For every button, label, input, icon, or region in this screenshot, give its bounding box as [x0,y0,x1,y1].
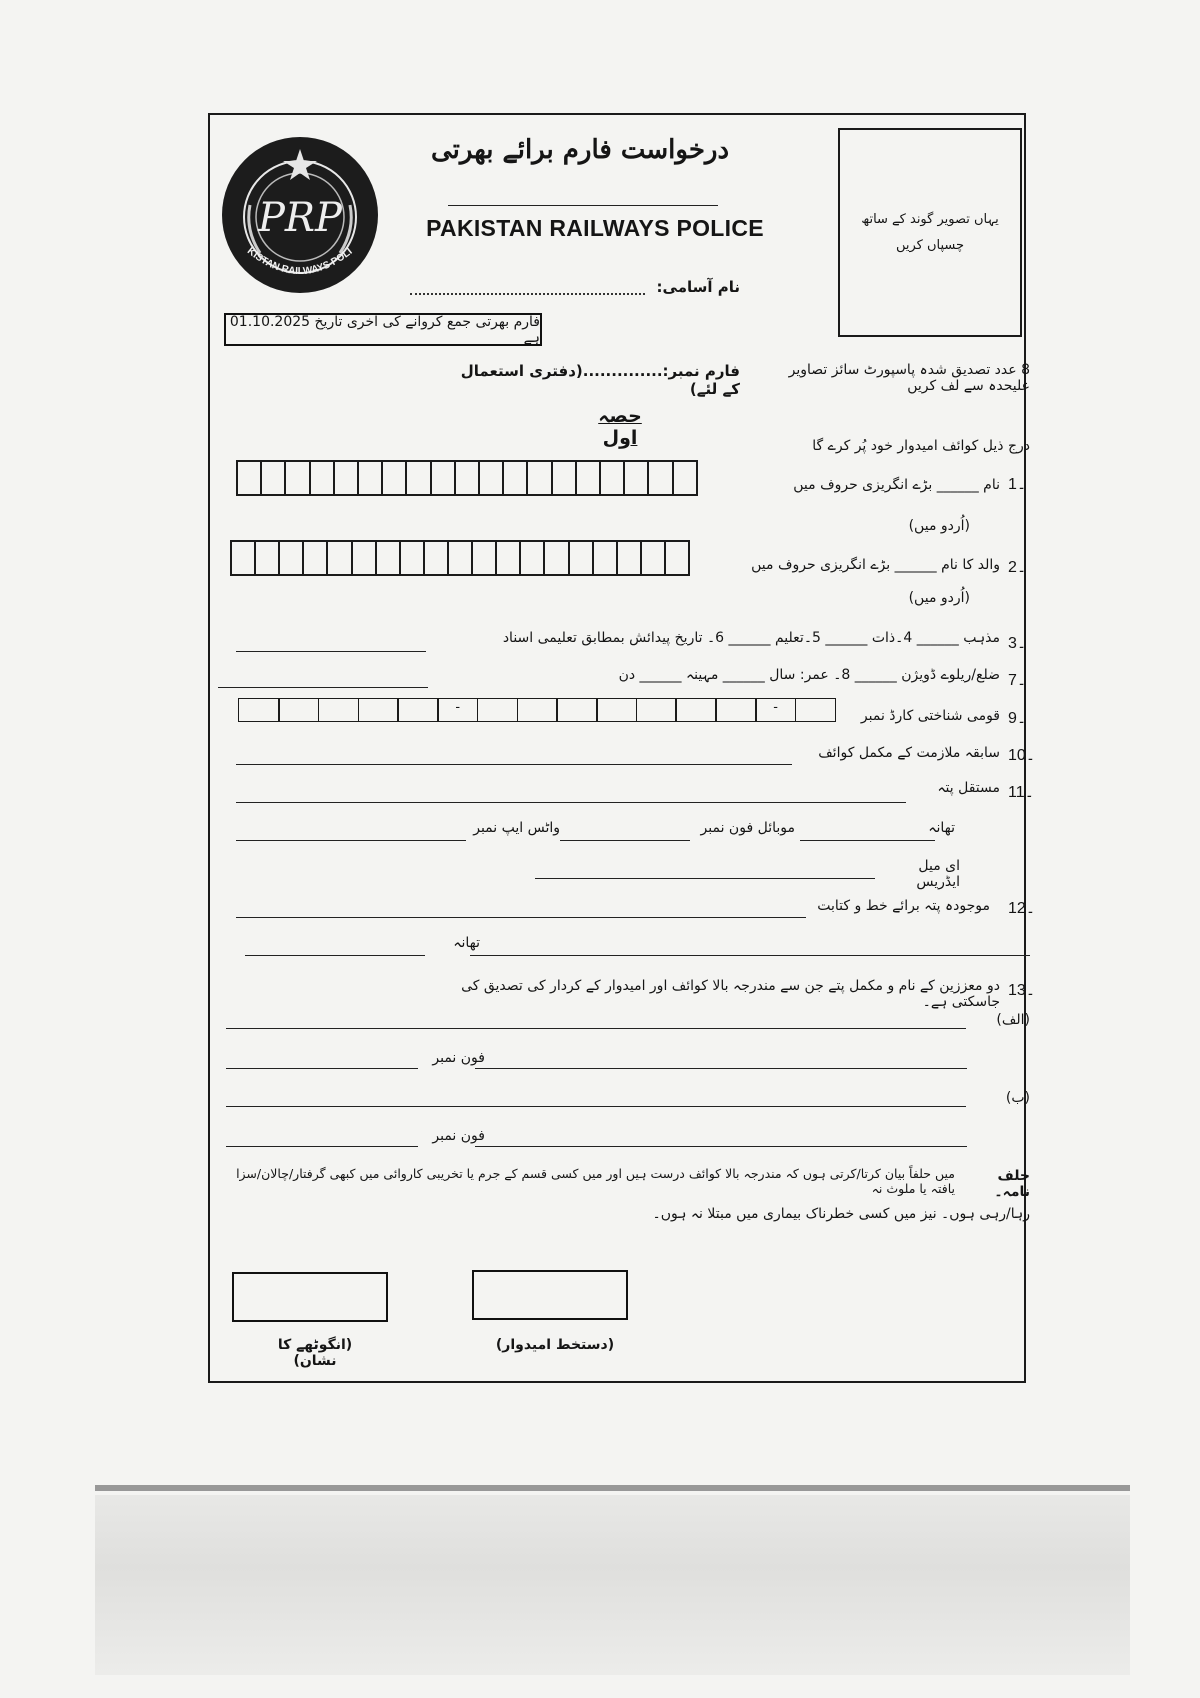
section-title: حصہ اول [598,405,642,449]
reference-b-phone: فون نمبر [432,1128,485,1144]
reference-a-phone: فون نمبر [432,1050,485,1066]
deadline-text: فارم بھرتی جمع کروانے کی آخری تاریخ 01.10.2025 ہے [229,313,540,346]
candidate-signature-box[interactable] [472,1270,628,1320]
field-2-urdu: (اُردو میں) [908,590,970,606]
thumb-impression-box[interactable] [232,1272,388,1322]
scan-edge [95,1485,1130,1491]
father-name-letter-boxes[interactable] [232,540,690,576]
reference-b-phone-line-2[interactable] [475,1146,967,1147]
field-7-label: ضلع/ریلوے ڈویژن ______ 8۔ عمر: سال ______ مہینہ ______ دن [618,667,1000,683]
title-rule [448,205,718,206]
thana-line[interactable] [800,840,935,841]
field-10-number: 10۔ [1008,747,1036,764]
dob-line[interactable] [236,651,426,652]
field-12-number: 12۔ [1008,900,1036,917]
age-days-line[interactable] [218,687,428,688]
logo-text: KISTAN RAILWAYS POLI [244,245,355,278]
scan-shadow [95,1495,1130,1675]
reference-b-label: (ب) [1005,1090,1030,1106]
field-11-number: 11۔ [1008,784,1034,801]
post-name-line[interactable] [410,293,645,295]
reference-a-phone-line-2[interactable] [475,1068,967,1069]
field-12-thana: تھانہ [453,935,480,951]
form-title-urdu: درخواست فارم برائے بھرتی [430,135,730,165]
logo-monogram: PRP [258,195,342,241]
field-13-label: دو معززین کے نام و مکمل پتے جن سے مندرجہ بالا کوائف اور امیدوار کے کردار کی تصدیق کی جاسکتی ہے۔ [461,978,1000,1010]
section-intro: درج ذیل کوائف امیدوار خود پُر کرے گا [812,438,1030,454]
thumb-impression-label: (انگوٹھے کا نشان) [277,1337,353,1369]
postal-thana-line[interactable] [245,955,425,956]
form-title-english: PAKISTAN RAILWAYS POLICE [426,215,764,241]
field-10-label: سابقہ ملازمت کے مکمل کوائف [818,745,1000,761]
prp-logo [220,135,380,295]
cnic-boxes[interactable] [240,698,836,722]
post-name-label: نام آسامی: [656,278,740,296]
whatsapp-line[interactable] [236,840,466,841]
field-11-mobile: موبائل فون نمبر [700,820,795,836]
field-3-label: مذہب ______ 4۔ذات ______ 5۔تعلیم ______ 6۔ تاریخ پیدائش بمطابق تعلیمی اسناد [502,630,1000,646]
cnic-separator: - [755,698,796,722]
postal-address-line[interactable] [236,917,806,918]
reference-a-line[interactable] [226,1028,966,1029]
reference-a-label: (الف) [996,1012,1030,1028]
mobile-line[interactable] [560,840,690,841]
photos-note: 8 عدد تصدیق شدہ پاسپورٹ سائز تصاویر علیحدہ سے لف کریں [788,362,1030,394]
photo-instruction-2: چسپاں کریں [895,237,965,253]
field-11-thana: تھانہ [928,820,955,836]
candidate-signature-label: (دستخط امیدوار) [495,1337,615,1353]
oath-label: حلف نامہ۔ [994,1168,1030,1200]
field-1-label: نام ______ بڑے انگریزی حروف میں [793,477,1000,493]
photo-box[interactable] [838,128,1022,337]
reference-b-line[interactable] [226,1106,966,1107]
field-3-number: 3۔ [1008,635,1027,652]
reference-b-phone-line-1[interactable] [226,1146,418,1147]
field-11-label: مستقل پتہ [937,780,1000,796]
postal-address-line-2[interactable] [470,955,1030,956]
form-number: فارم نمبر:..............(دفتری استعمال کے لئے) [460,362,740,398]
field-12-label: موجودہ پتہ برائے خط و کتابت [817,898,990,914]
field-2-number: 2۔ [1008,559,1027,576]
field-1-urdu: (اُردو میں) [908,518,970,534]
oath-line-1: میں حلفاً بیان کرتا/کرتی ہوں کہ مندرجہ بالا کوائف درست ہیں اور میں کسی قسم کے جرم یا تخریبی کاروائی میں کبھی گرفتار/چالان/سزا یافتہ یا ملوث نہ [236,1166,955,1196]
field-9-label: قومی شناختی کارڈ نمبر [860,708,1000,724]
permanent-address-line[interactable] [236,802,906,803]
reference-a-phone-line-1[interactable] [226,1068,418,1069]
name-letter-boxes[interactable] [238,460,698,496]
photo-instruction-1: یہاں تصویر گوند کے ساتھ [861,211,999,227]
field-10-line[interactable] [236,764,792,765]
email-line[interactable] [535,878,875,879]
cnic-separator: - [437,698,478,722]
field-11-email: ای میل ایڈریس [916,858,960,890]
deadline-box [224,313,542,346]
field-13-number: 13۔ [1008,982,1036,999]
field-1-number: 1۔ [1008,476,1027,493]
field-9-number: 9۔ [1008,710,1027,727]
field-7-number: 7۔ [1008,672,1027,689]
field-2-label: والد کا نام ______ بڑے انگریزی حروف میں [751,557,1000,573]
oath-line-2: رہا/رہی ہوں۔ نیز میں کسی خطرناک بیماری میں مبتلا نہ ہوں۔ [652,1206,1030,1222]
field-11-whatsapp: واٹس ایپ نمبر [473,820,560,836]
